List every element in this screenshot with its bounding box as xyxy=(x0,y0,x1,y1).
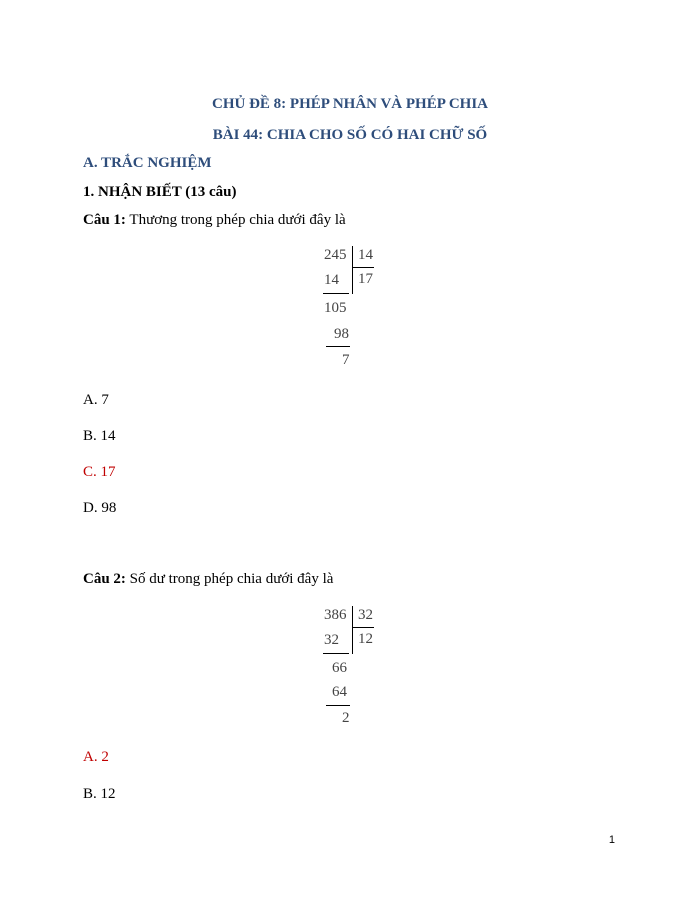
question-2-option-a[interactable]: A. 2 xyxy=(83,749,109,765)
question-2-option-b[interactable]: B. 12 xyxy=(83,786,116,802)
division-1-underline-1 xyxy=(323,293,349,294)
division-2-step1: 32 xyxy=(324,632,339,648)
division-2-remainder: 2 xyxy=(342,710,350,726)
question-1-option-b[interactable]: B. 14 xyxy=(83,428,116,444)
division-1-step2: 105 xyxy=(324,300,347,316)
question-1-option-c[interactable]: C. 17 xyxy=(83,464,116,480)
question-2-label: Câu 2: xyxy=(83,571,126,587)
page-number: 1 xyxy=(608,834,615,846)
division-1-step3: 98 xyxy=(334,326,349,342)
long-division-2 xyxy=(322,604,402,734)
division-2-vertical-line xyxy=(352,606,353,654)
question-2 xyxy=(83,571,333,588)
question-2-text: Số dư trong phép chia dưới đây là xyxy=(125,571,334,587)
question-1 xyxy=(83,212,346,229)
question-1-option-a[interactable]: A. 7 xyxy=(83,392,109,408)
division-2-step2: 66 xyxy=(332,660,347,676)
question-1-label: Câu 1: xyxy=(83,212,126,228)
division-2-underline-1 xyxy=(323,653,349,654)
page-title-lesson: BÀI 44: CHIA CHO SỐ CÓ HAI CHỮ SỐ xyxy=(212,127,488,143)
subsection-title: 1. NHẬN BIẾT (13 câu) xyxy=(83,184,237,200)
question-1-text: Thương trong phép chia dưới đây là xyxy=(125,212,346,228)
page-title-topic: CHỦ ĐỀ 8: PHÉP NHÂN VÀ PHÉP CHIA xyxy=(212,96,488,112)
division-2-step3: 64 xyxy=(332,684,347,700)
division-1-divisor: 14 xyxy=(358,247,373,263)
long-division-1 xyxy=(322,244,402,374)
section-title: A. TRẮC NGHIỆM xyxy=(83,155,212,171)
division-1-underline-2 xyxy=(326,346,350,347)
division-2-divisor-underline xyxy=(352,627,374,628)
division-2-dividend: 386 xyxy=(324,607,347,623)
division-2-divisor: 32 xyxy=(358,607,373,623)
division-1-dividend: 245 xyxy=(324,247,347,263)
division-2-underline-2 xyxy=(326,705,350,706)
division-1-step1: 14 xyxy=(324,272,339,288)
division-1-remainder: 7 xyxy=(342,352,350,368)
question-1-option-d[interactable]: D. 98 xyxy=(83,500,117,516)
division-1-vertical-line xyxy=(352,246,353,294)
division-1-quotient: 17 xyxy=(358,271,373,287)
division-1-divisor-underline xyxy=(352,267,374,268)
division-2-quotient: 12 xyxy=(358,631,373,647)
